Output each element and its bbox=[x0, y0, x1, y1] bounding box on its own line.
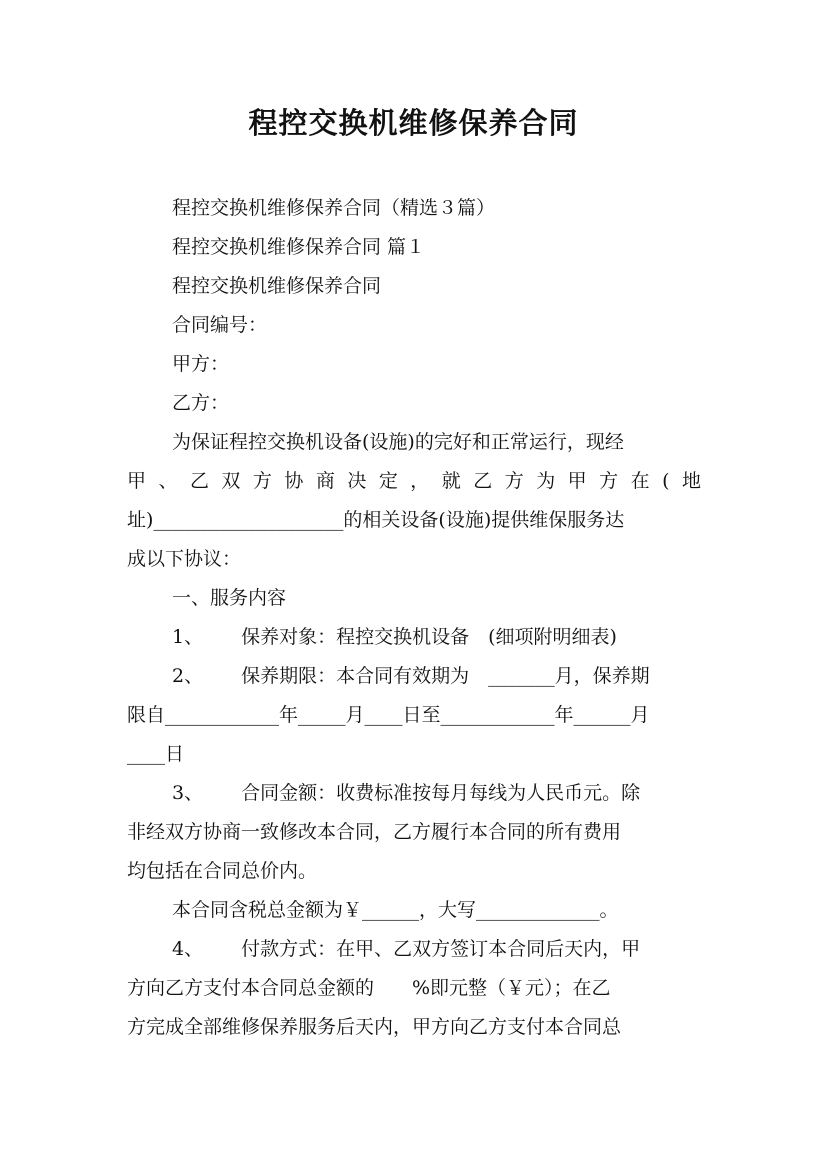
clause-3 bbox=[127, 774, 701, 891]
tax-amount-line: 本合同含税总金额为￥______，大写_____________。 bbox=[172, 899, 619, 921]
clause-line: 方向乙方支付本合同总金额的 %即元整（￥元）；在乙 bbox=[127, 977, 611, 999]
clause-2 bbox=[127, 657, 701, 774]
clause-text: 保养对象：程控交换机设备 (细项附明细表) bbox=[241, 626, 617, 648]
clause-line: 均包括在合同总价内。 bbox=[127, 860, 318, 882]
clause-line bbox=[127, 657, 701, 696]
chapter-line: 程控交换机维修保养合同 篇１ bbox=[172, 236, 426, 258]
intro-line: 址)____________________的相关设备(设施)提供维保服务达 bbox=[127, 509, 625, 531]
clause-1 bbox=[127, 618, 701, 657]
clause-number: 1、 bbox=[172, 626, 204, 648]
clause-text: 付款方式：在甲、乙双方签订本合同后天内，甲 bbox=[241, 938, 641, 960]
clause-line: ____日 bbox=[127, 743, 185, 765]
intro-line: 为保证程控交换机设备(设施)的完好和正常运行，现经 bbox=[172, 431, 624, 453]
subtitle-line: 程控交换机维修保养合同（精选３篇） bbox=[172, 197, 496, 219]
intro-line: 成以下协议： bbox=[127, 548, 242, 570]
contract-name-line: 程控交换机维修保养合同 bbox=[172, 275, 382, 297]
clause-line bbox=[127, 930, 701, 969]
contract-number-field: 合同编号： bbox=[172, 314, 268, 336]
document-body bbox=[127, 189, 701, 1047]
clause-number: 4、 bbox=[172, 938, 204, 960]
clause-line: 限自____________年_____月____日至____________年______月 bbox=[127, 704, 650, 726]
clause-text: 保养期限：本合同有效期为 _______月，保养期 bbox=[241, 665, 650, 687]
document-title: 程控交换机维修保养合同 bbox=[248, 106, 579, 140]
party-b-field: 乙方： bbox=[172, 392, 230, 414]
section-heading: 一、服务内容 bbox=[172, 587, 287, 609]
intro-line: 甲、乙双方协商决定，就乙方为甲方在(地 bbox=[127, 470, 701, 492]
clause-text: 合同金额：收费标准按每月每线为人民币元。除 bbox=[241, 782, 641, 804]
clause-line: 非经双方协商一致修改本合同，乙方履行本合同的所有费用 bbox=[127, 821, 622, 843]
clause-line: 方完成全部维修保养服务后天内，甲方向乙方支付本合同总 bbox=[127, 1016, 622, 1038]
clause-number: 3、 bbox=[172, 782, 204, 804]
clause-number: 2、 bbox=[172, 665, 204, 687]
clause-line bbox=[127, 774, 701, 813]
intro-paragraph bbox=[127, 423, 701, 579]
clause-4 bbox=[127, 930, 701, 1047]
party-a-field: 甲方： bbox=[172, 353, 230, 375]
